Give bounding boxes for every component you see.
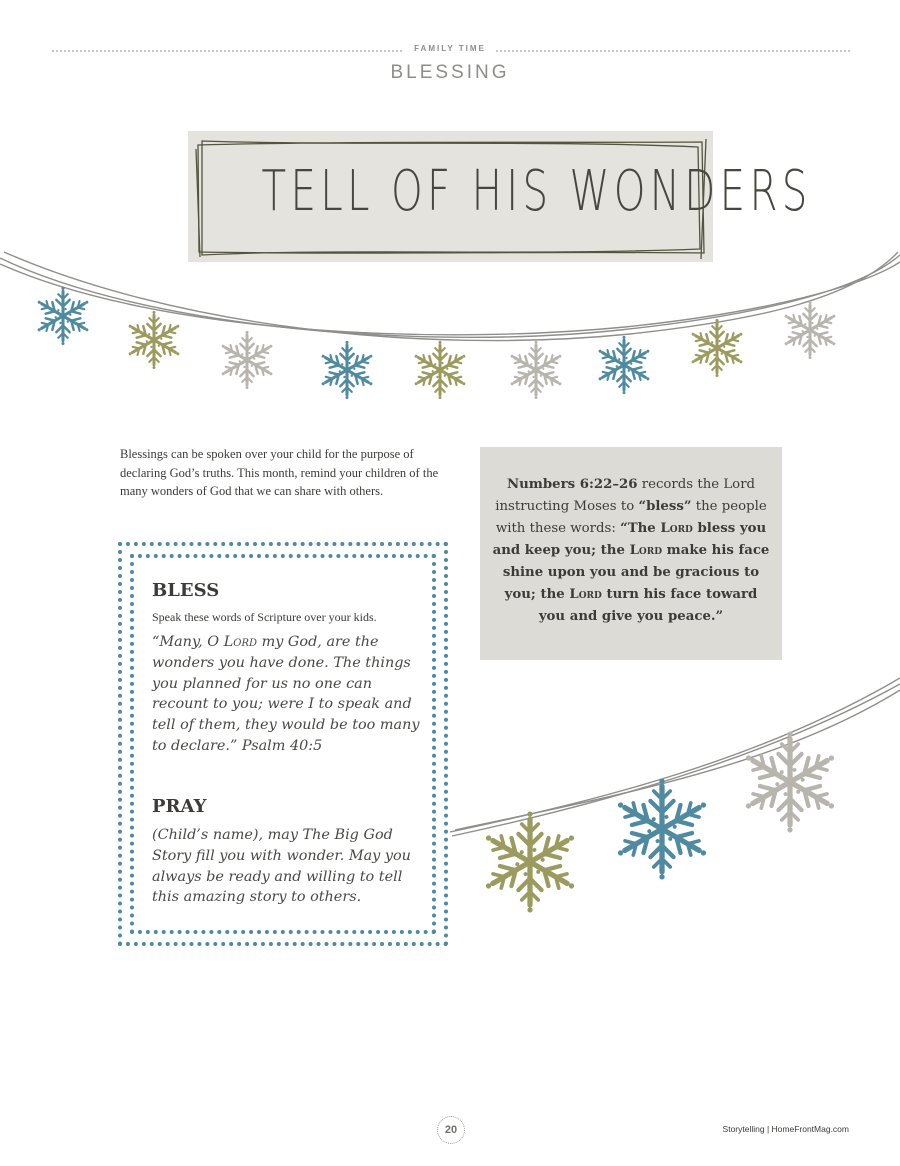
snowflake-icon [125, 311, 182, 369]
bless-subheading: Speak these words of Scripture over your kids. [152, 610, 377, 624]
snowflake-icon [612, 779, 711, 880]
scripture-text: Numbers 6:22–26 records the Lord instructing Moses to “bless” the people with these words: “The Lord bless you and keep you; the Lord make his face shine upon you and be gracious to you; the Lord turn his face toward you and give you peace.” [492, 477, 770, 624]
pray-heading: PRAY [152, 796, 207, 817]
snowflake-icon [411, 341, 468, 399]
snowflake-icon [740, 732, 839, 833]
section-title: BLESSING [390, 62, 510, 83]
snowflake-icon [218, 331, 275, 389]
section-kicker: FAMILY TIME [0, 44, 900, 53]
footer-credit: Storytelling | HomeFrontMag.com [722, 1124, 849, 1134]
snowflake-icon [688, 319, 745, 377]
intro-paragraph: Blessings can be spoken over your child for the purpose of declaring God’s truths. This month, remind your children of the many wonders of God that we can share with others. [120, 447, 439, 498]
snowflake-icon [781, 301, 838, 359]
snowflake-icon [480, 812, 579, 913]
bless-heading: BLESS [152, 580, 220, 601]
scripture-panel [480, 447, 782, 660]
snowflake-icon [507, 341, 564, 399]
snowflake-icon [595, 336, 652, 394]
pray-text: (Child’s name), may The Big God Story fill you with wonder. May you always be ready and willing to tell this amazing story to others. [152, 827, 411, 906]
snowflake-icon [318, 341, 375, 399]
page-number: 20 [437, 1116, 465, 1144]
bless-pray-card [118, 542, 448, 946]
bless-quote: “Many, O Lord my God, are the wonders you have done. The things you planned for us no one can recount to you; were I to speak and tell of them, they would be too many to declare.” Psalm 40:5 [152, 634, 420, 754]
snowflake-icon [34, 287, 91, 345]
snowflake-garland-top [0, 0, 900, 420]
banner-title: TELL OF HIS WONDERS [261, 159, 812, 224]
